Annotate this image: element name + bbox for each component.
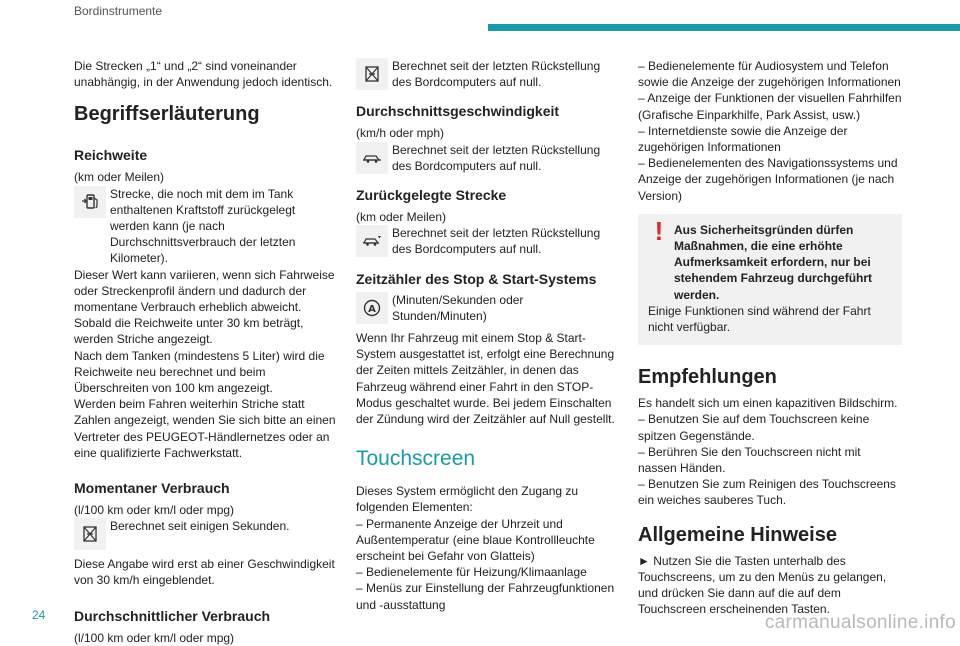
page-number: 24 xyxy=(32,608,46,622)
reichweite-paragraph-4: Werden beim Fahren weiterhin Striche statt Zahlen angezeigt, wenden Sie sich bitte an einen Vertreter des PEUGEOT-Händlernetzes oder an eine qualifizierte Fachwerkstatt. xyxy=(74,397,336,460)
running-header: Bordinstrumente xyxy=(74,4,163,18)
reichweite-paragraph-1: Dieser Wert kann variieren, wenn sich Fahrweise oder Streckenprofil ändern und dadurch der momentane Verbrauch erheblich abweicht. xyxy=(74,267,335,315)
column-left xyxy=(74,58,336,646)
section-title-allgemeine-hinweise: Allgemeine Hinweise xyxy=(638,523,837,546)
touchscreen-item-4: – Bedienelemente für Audiosystem und Telefon sowie die Anzeige der zugehörigen Informationen xyxy=(638,59,901,90)
heading-zeitzaehler-stop-start: Zeitzähler des Stop & Start-Systems xyxy=(356,270,597,287)
touchscreen-item-3: – Menüs zur Einstellung der Fahrzeugfunktionen und -ausstattung xyxy=(356,581,615,612)
distance-icon-row xyxy=(356,225,618,257)
header-accent-bar xyxy=(488,24,960,31)
empfehlungen-intro: Es handelt sich um einen kapazitiven Bildschirm. xyxy=(638,396,898,411)
reichweite-paragraph-3: Nach dem Tanken (mindestens 5 Liter) wird die Reichweite neu berechnet und beim Überschreiten von 100 km angezeigt. xyxy=(74,348,325,396)
stopstart-paragraph: Wenn Ihr Fahrzeug mit einem Stop & Start-System ausgestattet ist, erfolgt eine Berechnung der Zeiten mittels Zeitzähler, in denen das Fahrzeug während einer Fahrt in den STOP-Modus geschaltet wurde. Bei jedem Einschalten der Zündung wird der Zeitzähler auf Null gestellt. xyxy=(356,331,615,427)
touchscreen-item-7: – Bedienelementen des Navigationssystems und Anzeige der zugehörigen Informationen (je nach Version) xyxy=(638,156,898,203)
momentan-icon-row xyxy=(74,518,336,550)
svg-text:A: A xyxy=(368,303,376,315)
unit-durchschnittlicher-verbrauch: (l/100 km oder km/l oder mpg) xyxy=(74,630,235,645)
unit-momentaner-verbrauch: (l/100 km oder km/l oder mpg) xyxy=(74,503,235,518)
speed-icon-text: Berechnet seit der letzten Rückstellung des Bordcomputers auf null. xyxy=(392,142,601,173)
watermark: carmanualsonline.info xyxy=(764,612,956,633)
momentan-icon-text: Berechnet seit einigen Sekunden. xyxy=(110,519,290,534)
heading-reichweite: Reichweite xyxy=(74,147,148,164)
durchschnitt-icon-row xyxy=(356,58,618,90)
allgemeine-hinweise-paragraph: ► Nutzen Sie die Tasten unterhalb des Touchscreens, um zu den Menüs zu gelangen, und drücken Sie dann auf die auf dem Touchscreen erscheinenden Tasten. xyxy=(638,553,887,617)
section-title-begriffserlaeuterung: Begriffserläuterung xyxy=(74,103,260,126)
empfehlungen-item-3: – Benutzen Sie zum Reinigen des Touchscreens ein weiches sauberes Tuch. xyxy=(638,477,896,508)
fuel-pump-icon xyxy=(74,186,106,218)
stopstart-icon-row xyxy=(356,292,618,324)
section-title-empfehlungen: Empfehlungen xyxy=(638,366,777,389)
unit-durchschnittsgeschwindigkeit: (km/h oder mph) xyxy=(356,126,445,141)
unit-reichweite: (km oder Meilen) xyxy=(74,170,165,185)
distance-icon-text: Berechnet seit der letzten Rückstellung des Bordcomputers auf null. xyxy=(392,226,601,257)
fuel-consumption-icon xyxy=(74,518,106,550)
reichweite-icon-text: Strecke, die noch mit dem im Tank enthaltenen Kraftstoff zurückgelegt werden kann (je nach Durchschnittsverbrauch der letzten Kilometer). xyxy=(110,186,296,266)
section-title-touchscreen: Touchscreen xyxy=(356,447,476,471)
heading-durchschnittsgeschwindigkeit: Durchschnittsgeschwindigkeit xyxy=(356,103,560,120)
touchscreen-item-1: – Permanente Anzeige der Uhrzeit und Außentemperatur (eine blaue Kontrollleuchte erscheint bei Gefahr von Glatteis) xyxy=(356,516,595,564)
momentan-paragraph: Diese Angabe wird erst ab einer Geschwindigkeit von 30 km/h eingeblendet. xyxy=(74,557,335,588)
speed-icon-row xyxy=(356,142,618,174)
intro-paragraph: Die Strecken „1“ und „2“ sind voneinander unabhängig, in der Anwendung jedoch identisch. xyxy=(74,59,333,90)
durchschnitt-icon-text: Berechnet seit der letzten Rückstellung des Bordcomputers auf null. xyxy=(392,59,601,90)
reichweite-paragraph-2: Sobald die Reichweite unter 30 km beträgt, werden Striche angezeigt. xyxy=(74,316,304,347)
safety-notice xyxy=(638,214,902,345)
safety-notice-text: Einige Funktionen sind während der Fahrt nicht verfügbar. xyxy=(648,303,871,335)
heading-durchschnittlicher-verbrauch: Durchschnittlicher Verbrauch xyxy=(74,607,271,624)
car-speed-icon xyxy=(356,142,388,174)
column-right xyxy=(638,58,902,617)
unit-zurueckgelegte-strecke: (km oder Meilen) xyxy=(356,210,447,225)
column-middle xyxy=(356,58,618,613)
touchscreen-item-5: – Anzeige der Funktionen der visuellen Fahrhilfen (Grafische Einparkhilfe, Park Assist, usw.) xyxy=(638,91,902,122)
empfehlungen-item-1: – Benutzen Sie auf dem Touchscreen keine spitzen Gegenstände. xyxy=(638,412,870,443)
reichweite-icon-row xyxy=(74,186,336,267)
touchscreen-item-6: – Internetdienste sowie die Anzeige der zugehörigen Informationen xyxy=(638,123,848,155)
heading-momentaner-verbrauch: Momentaner Verbrauch xyxy=(74,480,230,497)
touchscreen-item-2: – Bedienelemente für Heizung/Klimaanlage xyxy=(356,565,587,580)
safety-notice-bold: Aus Sicherheitsgründen dürfen Maßnahmen, die eine erhöhte Aufmerksamkeit erfordern, nur bei stehendem Fahrzeug durchgeführt werden. xyxy=(674,222,873,302)
warning-exclamation-icon: ! xyxy=(654,215,664,246)
stopstart-icon-text: (Minuten/Sekunden oder Stunden/Minuten) xyxy=(392,292,524,323)
touchscreen-intro: Dieses System ermöglicht den Zugang zu folgenden Elementen: xyxy=(356,484,579,515)
heading-zurueckgelegte-strecke: Zurückgelegte Strecke xyxy=(356,187,507,204)
car-distance-icon xyxy=(356,225,388,257)
stop-start-icon xyxy=(356,292,388,324)
empfehlungen-item-2: – Berühren Sie den Touchscreen nicht mit nassen Händen. xyxy=(638,444,861,476)
fuel-consumption-average-icon xyxy=(356,58,388,90)
